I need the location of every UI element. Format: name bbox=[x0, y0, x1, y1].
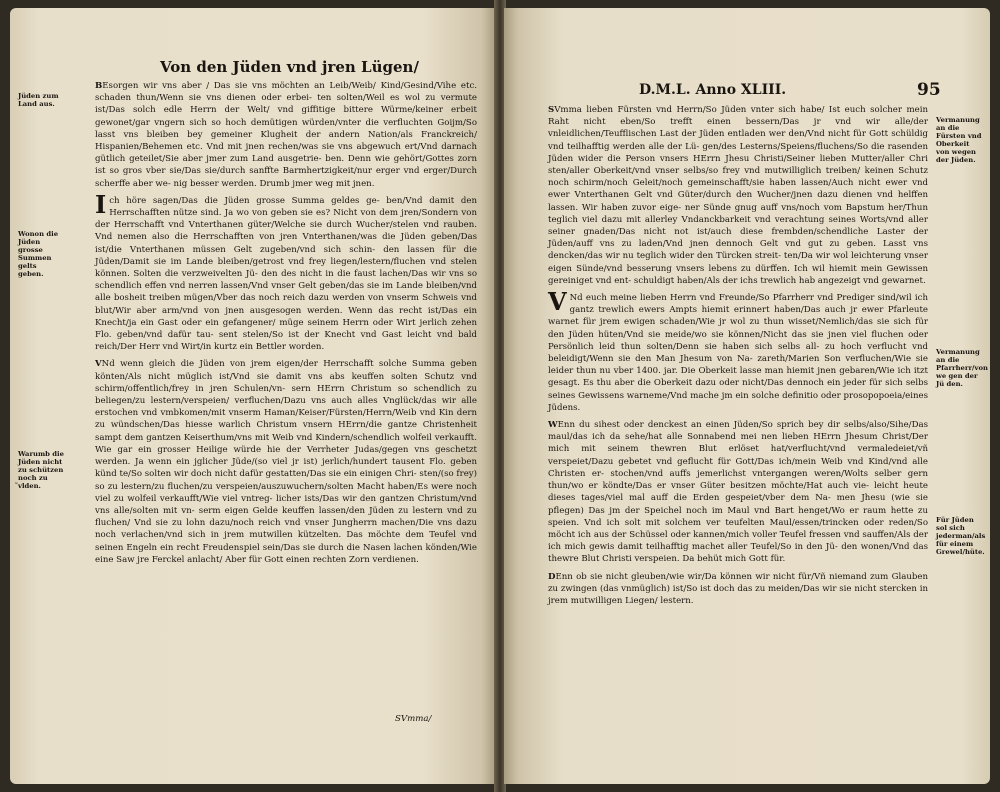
page-title: Von den Jüden vnd jren Lügen/ bbox=[160, 58, 419, 76]
margin-note: Vermanung an die Fürsten vnd Oberkeit von wegen der Jüden. bbox=[936, 116, 982, 164]
paragraph: SVmma lieben Fürsten vnd Herrn/So Jüden vnter sich habe/ Ist euch solcher mein Raht nicht eben/So trefft einen bessern/Das jr vnd wir alle/der vnleidlichen/Teufflischen Last der Jüden entladen wer den/Vnd nicht für Gott schüldig vnd teilhafftig werden alle der Lü- gen/des Lesterns/Speiens/fluchens/So die rasenden Jüden wider die Person vnsers HErrn Jhesu Christi/Seiner lieben Mutter/aller Chri sten/aller Oberkeit/vnd vnser selbs/so frey vnd mutwilliglich treiben/ keinen Schutz noch schirm/noch Geleit/noch gemeinschafft/sie haben lassen/Auch nicht ewer vnd ewer Vnterthanen Gelt vnd Güter/durch den Wucher/jnen dazu dienen vnd helffen lassen. Wir haben zuvor eige- ner Sünde gnug auff vns/noch vom Bapstum her/Thun teglich viel dazu mit allerley Vndanckbarkeit vnd verachtung seines Worts/vnd aller seiner gnaden/Das nicht not ist/auch diese frembden/schendliche Laster der Jüden/auff vns zu laden/Vnd jnen dennoch Gelt vnd gut zu geben. Lasst vns dencken/das wir nu teglich wider den Türcken streit- ten/Da wir wol leichterung vnser eigen Sünde/vnd besserung vnsers lebens zu dürffen. Ich wil hiemit mein Gewissen gereiniget vnd ent- schuldigt haben/Als der ichs trewlich hab angezeigt vnd gewarnet. bbox=[548, 105, 928, 286]
margin-note: Jüden zum Land aus. bbox=[18, 92, 59, 108]
right-page-body bbox=[548, 104, 928, 607]
paragraph: Ich höre sagen/Das die Jüden grosse Summa geldes ge- ben/Vnd damit den Herrschafften nütze sind. Ja wo von geben sie es? Nicht von dem jren/Sondern von der Herrschafft vnd Vnterthanen güter/Welche sie durch Wucher/stelen vnd rauben. Vnd nemen also die Herrschafften von jren Vnterthanen/was die Jüden geben/Das ist/die Vnterthanen müssen Gelt zugeben/vnd sich schin- den lassen für die Jüden/Damit sie im Lande bleiben/getrost vnd frey liegen/lestern/fluchen vnd stelen können. Solten die verzweivelten Jü- den des nicht in die faust lachen/Das wir vns so schendlich effen vnd nerren lassen/Vnd vnser Gelt geben/das sie im Lande bleiben/vnd alle bosheit treiben mügen/Vber das noch reich dazu werden von vnserm Schweis vnd blut/Wir aber arm/vnd von jnen ausgesogen werden. Wenn das recht ist/Das ein Knecht/ja ein Gast oder ein gefangener/ müge seinem Herrn oder Wirt jerlich zehen Flo. geben/vnd dafür tau- sent stelen/So ist der Knecht vnd Gast leicht vnd bald reich/Der Herr vnd Wirt/in kurtz ein Bettler worden. bbox=[95, 189, 477, 353]
page-number: 95 bbox=[917, 80, 941, 100]
right-page bbox=[504, 8, 990, 784]
running-head: D.M.L. Anno XLIII. bbox=[639, 82, 787, 98]
paragraph: VNd wenn gleich die Jüden von jrem eigen/der Herrschafft solche Summa geben könten/Als nicht müglich ist/Vnd sie damit vns abs keuffen solten Schutz vnd schirm/offentlich/frey in jren Schulen/vn- sern HErrn Christum so schendlich zu beliegen/zu lestern/verspeien/ verfluchen/Dazu vns auch alles Vnglück/das wir alle erstochen vnd vmbkomen/mit vnserm Haman/Keiser/Fürsten/Herrn/Weib vnd Kin dern zu wündschen/Das hiesse warlich Christum vnsern HErrn/die gantze Christenheit sampt dem gantzen Keiserthum/vns mit Weib vnd Kindern/schendlich wolfeil verkaufft. Wie gar ein grosser Heilige würde hie der Verrheter Judas/gegen vns geschetzt werden. Ja wenn ein jglicher Jüde/(so viel jr ist) jerlich/hundert tausent Flo. geben künd te/So solten wir doch nicht dafür gestatten/Das sie ein einigen Chri- sten/(so frey) so zu lestern/zu fluchen/zu verspeien/auszuwuchern/solten Macht haben/Es were noch viel zu wolfeil verkaufft/Wie viel vntreg- licher ists/Das wir den gantzen Christum/vnd vns alle/solten mit vn- serm eigen Gelde keuffen lassen/den Jüden zu lestern vnd zu fluchen/ Vnd sie zu lohn dazu/noch reich vnd vnser Jungherrn machen/Die vns dazu noch verlachen/vnd sich in jrem mutwillen kützelten. Das möchte dem Teufel vnd seinen Engeln ein recht Freudenspiel sein/Das sie durch die Nasen lachen könden/Wie eine Saw jre Ferckel anlacht/ Aber für Gott einen rechten Zorn verdienen. bbox=[95, 359, 478, 565]
margin-note: Für Jüden sol sich jederman/als für einem Grewel/hüte. bbox=[936, 516, 986, 556]
margin-note: Vermanung an die Pfarrherr/von we gen der Jü den. bbox=[936, 348, 988, 388]
catchword: SVmma/ bbox=[395, 714, 432, 724]
margin-note: Warumb die Jüden nicht zu schützen noch zu ̃vlden. bbox=[18, 450, 64, 490]
paragraph: BEsorgen wir vns aber / Das sie vns möchten an Leib/Weib/ Kind/Gesind/Vihe etc. schaden thun/Wenn sie vns dienen oder erbei- ten solten/Weil es wol zu vermute ist/Das solch edle Herrn der Welt/ vnd giffitige bittere Würme/keiner erbeit gewonet/gar vngern sich so hoch demütigen würden/vnter die verfluchten Goijm/So lasst vns bleiben bey gemeiner Klugheit der andern Nation/als Franckreich/ Hispanien/Behemen etc. Vnd mit jnen rechen/was sie vns abgewuch ert/Vnd darnach gütlich geteilet/Sie aber jmer zum Land ausgetrie- ben. Denn wie gehört/Gottes zorn ist so gros vber sie/Das sie/durch sanffte Barmhertzigkeit/nur erger vnd erger/Durch scherffe aber we- nig besser werden. Drumb jmer weg mit jnen. bbox=[95, 81, 477, 189]
paragraph: DEnn ob sie nicht gleuben/wie wir/Da können wir nicht für/Vñ niemand zum Glauben zu zwingen (das vnmüglich) ist/So ist doch das zu meiden/Das wir sie nicht stercken in jrem mutwilligen Liegen/ lestern. bbox=[548, 571, 928, 606]
paragraph: VNd euch meine lieben Herrn vnd Freunde/So Pfarrherr vnd Prediger sind/wil ich gantz trewlich ewers Ampts hiemit erinnert haben/Das auch jr ewer Pfarleute warnet für jrem ewigen schaden/Wie jr wol zu thun wisset/Nemlich/das sie sich für den Jüden hüten/Vnd sie meide/wo sie können/Nicht das sie jnen viel fluchen oder Persönlich leid thun solten/Denn sie haben sich selbs all- zu hoch verflucht vnd beleidigt/Wenn sie den Man Jhesum von Na- zareth/Marien Son verfluchen/Wie sie leider thun nu vber 1400. jar. Die Oberkeit lasse man hiemit jnen gebaren/Wie ich itzt gesagt. Es thu aber die Oberkeit dazu oder nicht/Das dennoch ein jeder für sich selbs seines Gewissens warneme/Vnd mache jm ein solche definitio oder prosopopoeia/eines Jüdens. bbox=[548, 287, 928, 413]
left-page-body bbox=[95, 80, 477, 571]
left-page bbox=[10, 8, 496, 784]
margin-note: Wonon die Jüden grosse Summen gelts geben. bbox=[18, 230, 59, 278]
paragraph: WEnn du sihest oder denckest an einen Jüden/So sprich bey dir selbs/also/Sihe/Das maul/das ich da sehe/hat alle Sonnabend mei nen lieben HErrn Jhesum Christ/Der mich mit seinem thewren Blut erlöset hat/verflucht/vnd vermaledeiet/vñ verspeiet/Dazu gebetet vnd geflucht für Gott/Das ich/mein Weib vnd Kind/vnd alle Christen er- stochen/vnd auffs jemerlichst vntergangen weren/Wolts selber gern thun/wo er köndte/Das er vnser Güter besitzen möchte/Hat auch vie- leicht heute dieses tages/viel mal auff die Erden gespeiet/vber dem Na- men Jhesu (wie sie pflegen) Das jm der Speichel noch im Maul vnd Bart henget/Wo er raum hette zu speien. Vnd ich solt mit solchem ver teufelten Maul/essen/trincken oder reden/So möcht ich aus der Schüssel oder kannen/mich voller Teufel fressen vnd sauffen/Als der ich mich gewis damit teilhafftig machet aller Teufel/So in den Jü- den wonen/Vnd das thewre Blut Christi verspeien. Da behüt mich Gott für. bbox=[548, 420, 928, 565]
